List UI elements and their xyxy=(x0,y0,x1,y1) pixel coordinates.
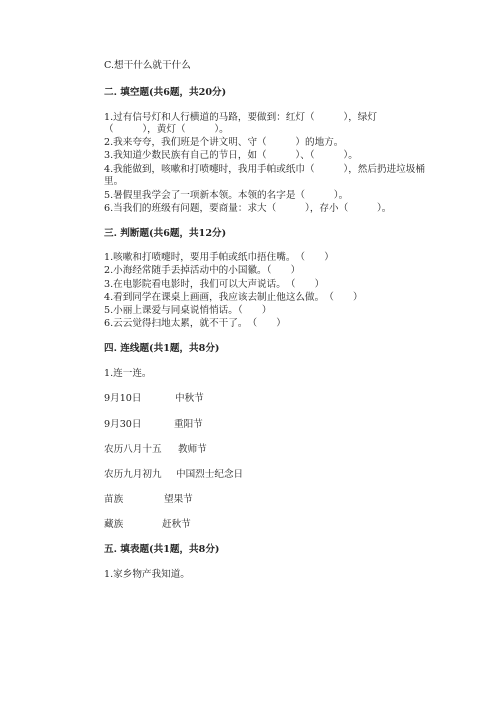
question-text: 1.连一连。 xyxy=(104,368,152,379)
match-right-item: 重阳节 xyxy=(174,419,203,430)
option-c: C.想干什么就干什么 xyxy=(104,60,191,71)
question-text: 4.看到同学在课桌上画画，我应该去制止他这么做。 （ ） xyxy=(104,292,363,303)
section-heading-fill-blank: 二. 填空题(共6题，共20分) xyxy=(104,87,227,98)
section-heading-fill-table: 五. 填表题(共1题，共8分) xyxy=(104,544,220,555)
match-left-item: 农历九月初九 xyxy=(104,469,162,480)
match-right-item: 中秋节 xyxy=(175,393,204,404)
question-text: 6.当我们的班级有问题，要商量：求大（ ），存小（ ）。 xyxy=(104,203,392,214)
question-text: 3.我知道少数民族有自己的节日，如（ ）、（ ）。 xyxy=(104,150,358,161)
match-left-item: 9月10日 xyxy=(104,393,142,404)
question-text: 3.在电影院看电影时，我们可以大声说话。 （ ） xyxy=(104,279,325,290)
question-text: 1.过有信号灯和人行横道的马路，要做到：红灯（ ），绿灯 xyxy=(104,112,377,123)
question-text: 2.小海经常随手丢掉活动中的小国徽。（ ） xyxy=(104,265,301,276)
match-right-item: 中国烈士纪念日 xyxy=(176,469,244,480)
match-left-item: 农历八月十五 xyxy=(104,444,162,455)
question-text: 5.小丽上课爱与同桌说悄悄话。（ ） xyxy=(104,305,272,316)
match-right-item: 望果节 xyxy=(164,494,193,505)
question-text: 6.云云觉得扫地太累，就不干了。 （ ） xyxy=(104,318,286,329)
question-text: 1.咳嗽和打喷嚏时，要用手帕或纸巾捂住嘴。 （ ） xyxy=(104,252,334,263)
match-right-item: 赶秋节 xyxy=(162,519,191,530)
question-text: 5.暑假里我学会了一项新本领。本领的名字是（ ）。 xyxy=(104,190,349,201)
question-text: 里。 xyxy=(104,176,124,187)
question-text: 1.家乡物产我知道。 xyxy=(104,569,190,580)
question-text: （ ），黄灯（ ）。 xyxy=(104,124,229,135)
match-left-item: 9月30日 xyxy=(104,419,142,430)
section-heading-true-false: 三. 判断题(共6题，共12分) xyxy=(104,228,227,239)
match-left-item: 苗族 xyxy=(104,494,124,505)
section-heading-matching: 四. 连线题(共1题，共8分) xyxy=(104,343,220,354)
match-right-item: 教师节 xyxy=(178,444,207,455)
match-left-item: 藏族 xyxy=(104,519,124,530)
question-text: 2.我来夸夸，我们班是个讲文明、守（ ）的地方。 xyxy=(104,137,344,148)
question-text: 4.我能做到，咳嗽和打喷嚏时，我用手帕或纸巾（ ），然后扔进垃圾桶 xyxy=(104,164,425,175)
